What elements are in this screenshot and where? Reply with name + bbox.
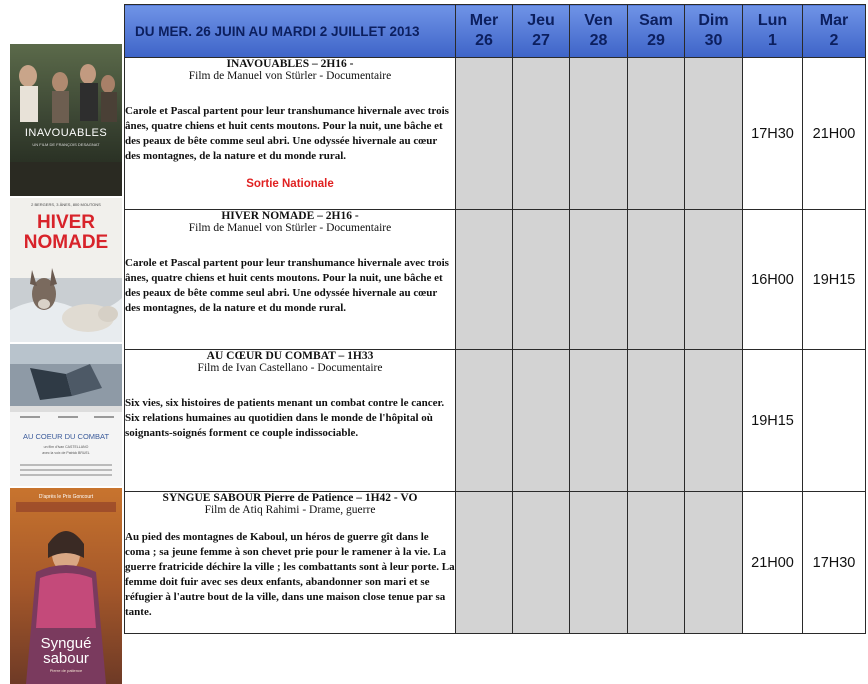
- showtime-cell-lun[interactable]: 16H00: [743, 210, 803, 350]
- day-header-dim: [685, 5, 743, 58]
- showtime-cell-mer: [456, 492, 513, 634]
- film-title: SYNGUE SABOUR Pierre de Patience – 1H42 - VO: [162, 492, 418, 504]
- day-name: Sam: [639, 12, 673, 29]
- showtime-cell-mer: [456, 350, 513, 492]
- day-header-mar: [803, 5, 866, 58]
- poster-syngue-sabour-sub: Pierre de patience: [49, 668, 83, 673]
- schedule-table: [124, 4, 866, 634]
- showtime-cell-jeu: [513, 210, 570, 350]
- day-header-ven: [570, 5, 628, 58]
- poster-au-coeur-du-combat-image: [10, 344, 122, 486]
- showtime-cell-ven: [570, 210, 628, 350]
- film-info: [125, 492, 456, 634]
- day-number: 27: [532, 32, 550, 49]
- poster-syngue-sabour-title2: sabour: [43, 650, 89, 667]
- day-number: 26: [475, 32, 493, 49]
- showtime-cell-dim: [685, 58, 743, 210]
- poster-inavouables[interactable]: [10, 44, 122, 196]
- film-credit: Film de Manuel von Stürler - Documentaire: [188, 222, 392, 234]
- date-range-heading: DU MER. 26 JUIN AU MARDI 2 JUILLET 2013: [125, 5, 456, 58]
- showtime-cell-mer: [456, 58, 513, 210]
- poster-hiver-nomade[interactable]: [10, 198, 122, 342]
- poster-syngue-sabour-title1: Syngué: [40, 635, 92, 652]
- day-name: Jeu: [527, 12, 555, 29]
- day-number: 2: [829, 32, 839, 49]
- film-row-inavouables: [125, 58, 866, 210]
- film-row-syngue-sabour: [125, 492, 866, 634]
- poster-au-coeur-du-combat-sub2: avec la voix de Patrick BRUEL: [42, 451, 90, 455]
- showtime-cell-ven: [570, 350, 628, 492]
- film-title: INAVOUABLES – 2H16 -: [226, 58, 354, 70]
- showtime-cell-lun[interactable]: 21H00: [743, 492, 803, 634]
- showtime-cell-mar[interactable]: 17H30: [803, 492, 866, 634]
- film-title: AU CŒUR DU COMBAT – 1H33: [206, 350, 374, 362]
- day-header-mer: [456, 5, 513, 58]
- showtime-cell-mar[interactable]: 21H00: [803, 58, 866, 210]
- film-info: [125, 350, 456, 492]
- poster-syngue-sabour-image: [10, 488, 122, 684]
- film-row-au-coeur-du-combat: [125, 350, 866, 492]
- showtime-cell-sam: [628, 58, 685, 210]
- day-number: 29: [647, 32, 665, 49]
- poster-hiver-nomade-image: [10, 198, 122, 342]
- day-name: Ven: [584, 12, 613, 29]
- film-credit: Film de Ivan Castellano - Documentaire: [197, 362, 383, 374]
- showtime-cell-jeu: [513, 58, 570, 210]
- poster-inavouables-image: [10, 44, 122, 196]
- poster-hiver-nomade-top: 2 BERGERS, 3 ÂNES, 800 MOUTONS: [31, 202, 101, 207]
- showtime-cell-lun[interactable]: 19H15: [743, 350, 803, 492]
- showtime-cell-sam: [628, 350, 685, 492]
- showtime-cell-dim: [685, 210, 743, 350]
- day-header-jeu: [513, 5, 570, 58]
- poster-hiver-nomade-title2: NOMADE: [23, 232, 109, 253]
- film-synopsis: Carole et Pascal partent pour leur transhumance hivernale avec trois ânes, quatre chiens et huit cents moutons. Pour la nuit, une bâche et des peaux de bête comme seul abri. Une odyssée hivernale au cœur des montagnes, de la nature et du monde rural.: [125, 257, 449, 314]
- film-synopsis: Six vies, six histoires de patients menant un combat contre le cancer. Six relations humaines au quotidien dans le monde de l'hôpital où soignants-soignés forment ce couple indissociable.: [125, 397, 445, 439]
- film-info: [125, 210, 456, 350]
- film-synopsis: Carole et Pascal partent pour leur transhumance hivernale avec trois ânes, quatre chiens et huit cents moutons. Pour la nuit, une bâche et des peaux de bête comme seul abri. Une odyssée hivernale au cœur des montagnes, de la nature et du monde rural.: [125, 105, 449, 162]
- showtime-cell-mar[interactable]: 19H15: [803, 210, 866, 350]
- showtime-cell-jeu: [513, 492, 570, 634]
- film-row-hiver-nomade: [125, 210, 866, 350]
- day-name: Mer: [469, 12, 499, 29]
- day-header-sam: [628, 5, 685, 58]
- film-info: [125, 58, 456, 210]
- day-number: 1: [768, 32, 777, 49]
- day-header-lun: [743, 5, 803, 58]
- poster-inavouables-sub: UN FILM DE FRANÇOIS DESAGNAT: [32, 142, 100, 147]
- day-number: 30: [704, 32, 723, 49]
- showtime-cell-mer: [456, 210, 513, 350]
- showtime-cell-dim: [685, 350, 743, 492]
- poster-inavouables-title: INAVOUABLES: [24, 127, 108, 139]
- poster-au-coeur-du-combat[interactable]: [10, 344, 122, 486]
- poster-au-coeur-du-combat-title: AU COEUR DU COMBAT: [22, 432, 110, 441]
- showtime-cell-ven: [570, 58, 628, 210]
- film-synopsis: Au pied des montagnes de Kaboul, un héros de guerre gît dans le coma ; sa jeune femme à son chevet prie pour le ramener à la vie. La guerre fratricide déchire la ville ; les combattants sont à leur porte. La femme doit fuir avec ses deux enfants, abandonner son mari et se réfugier à l'autre bout de la ville, dans une maison close tenue par sa tante.: [125, 531, 455, 618]
- poster-syngue-sabour-top: D'après le Prix Goncourt: [38, 494, 94, 500]
- film-credit: Film de Atiq Rahimi - Drame, guerre: [204, 504, 376, 516]
- day-name: Lun: [757, 12, 788, 29]
- release-note: Sortie Nationale: [246, 178, 334, 190]
- showtime-cell-sam: [628, 492, 685, 634]
- film-title: HIVER NOMADE – 2H16 -: [221, 210, 359, 222]
- day-name: Dim: [698, 12, 729, 29]
- showtime-cell-mar: [803, 350, 866, 492]
- film-credit: Film de Manuel von Stürler - Documentaire: [188, 70, 392, 82]
- showtime-cell-jeu: [513, 350, 570, 492]
- showtime-cell-sam: [628, 210, 685, 350]
- poster-hiver-nomade-title1: HIVER: [36, 212, 96, 233]
- schedule-header-row: [125, 5, 866, 58]
- day-name: Mar: [819, 12, 849, 29]
- day-number: 28: [589, 32, 608, 49]
- showtime-cell-dim: [685, 492, 743, 634]
- poster-syngue-sabour[interactable]: [10, 488, 122, 684]
- showtime-cell-ven: [570, 492, 628, 634]
- poster-au-coeur-du-combat-sub: un film d'Ivan CASTELLANO: [43, 445, 89, 449]
- showtime-cell-lun[interactable]: 17H30: [743, 58, 803, 210]
